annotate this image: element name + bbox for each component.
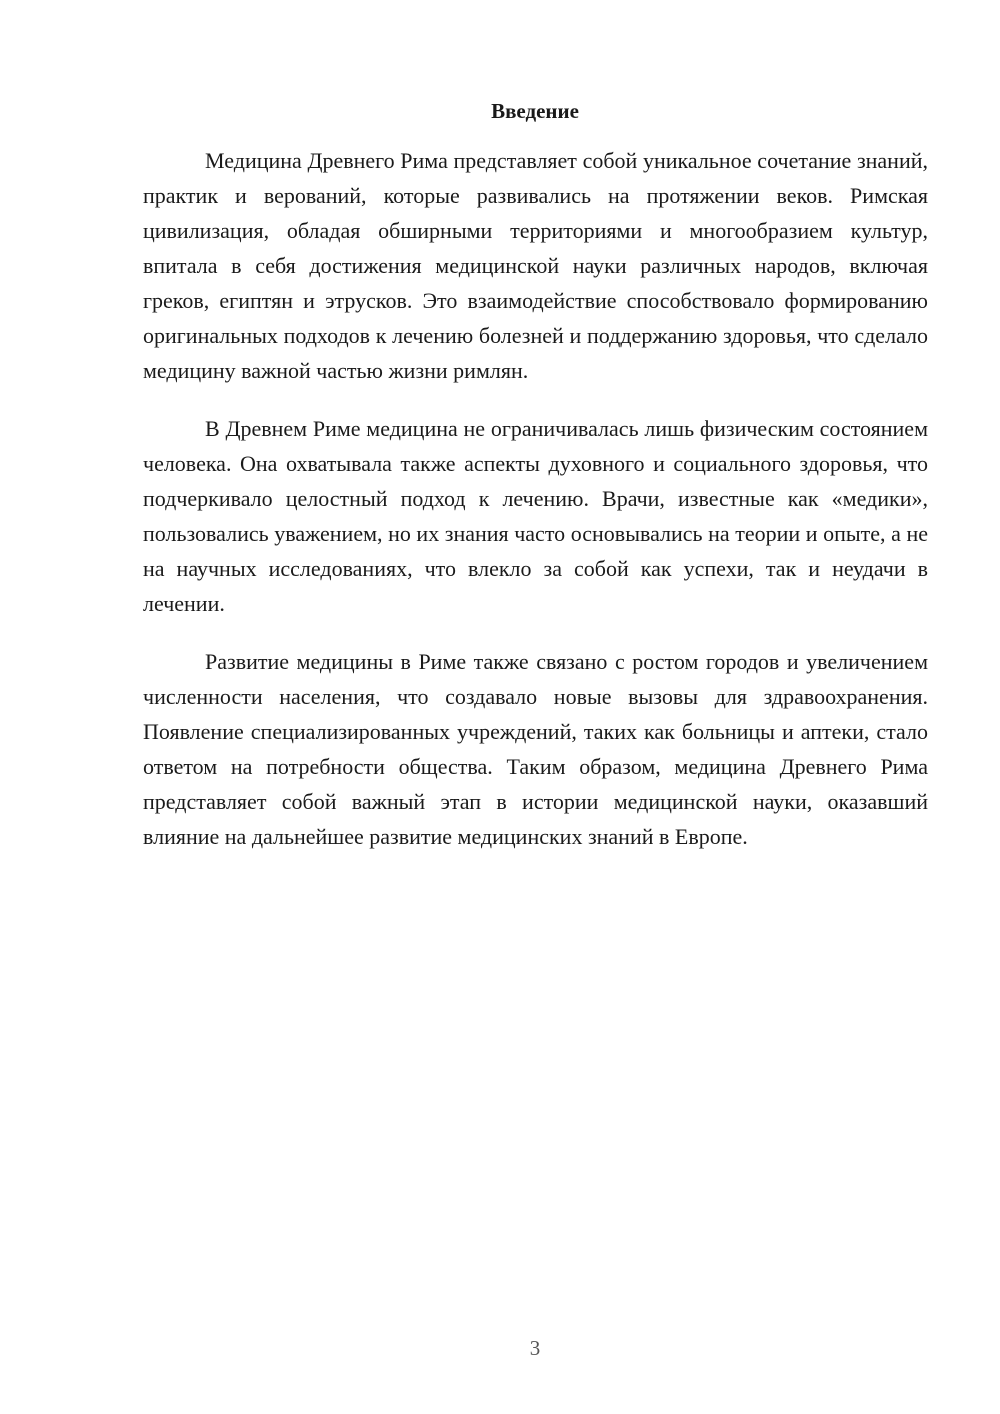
section-heading: Введение — [491, 99, 579, 123]
paragraph: В Древнем Риме медицина не ограничивалась лишь физическим состоянием человека. Она охватывала также аспекты духовного и социального здоровья, что подчеркивало целостный подход к лечению. Врачи, известные как «медики», пользовались уважением, но их знания часто основывались на теории и опыте, а не на научных исследованиях, что влекло за собой как успехи, так и неудачи в лечении. — [143, 416, 928, 616]
paragraph: Медицина Древнего Рима представляет собой уникальное сочетание знаний, практик и верований, которые развивались на протяжении веков. Римская цивилизация, обладая обширными территориями и многообразием культур, впитала в себя достижения медицинской науки различных народов, включая греков, египтян и этрусков. Это взаимодействие способствовало формированию оригинальных подходов к лечению болезней и поддержанию здоровья, что сделало медицину важной частью жизни римлян. — [143, 148, 928, 383]
page-number: 3 — [529, 1336, 541, 1360]
body-text — [143, 143, 928, 877]
paragraph: Развитие медицины в Риме также связано с ростом городов и увеличением численности населения, что создавало новые вызовы для здравоохранения. Появление специализированных учреждений, таких как больницы и аптеки, стало ответом на потребности общества. Таким образом, медицина Древнего Рима представляет собой важный этап в истории медицинской науки, оказавший влияние на дальнейшее развитие медицинских знаний в Европе. — [143, 649, 928, 849]
